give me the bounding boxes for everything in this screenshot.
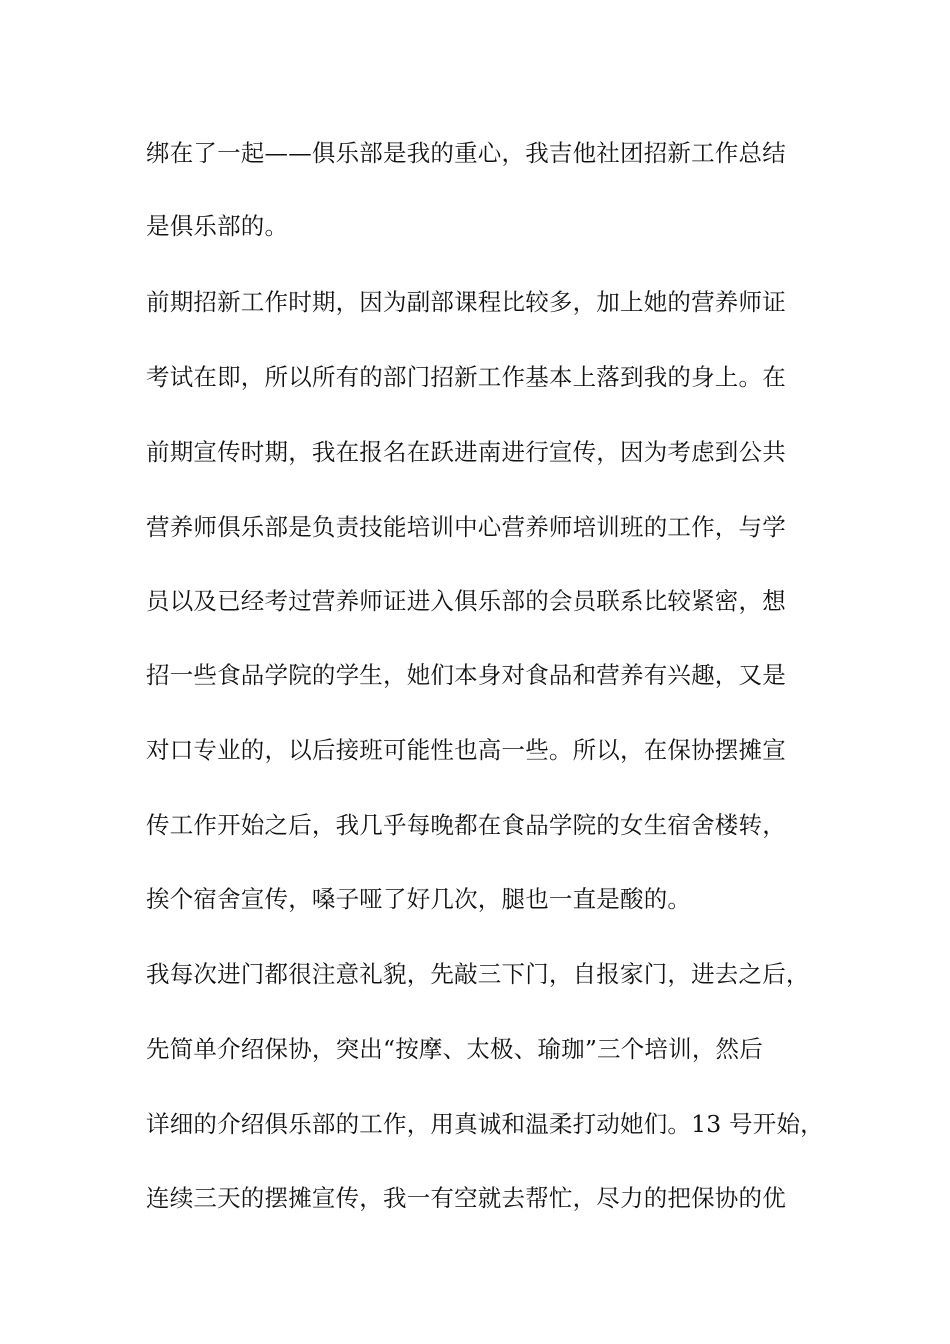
text-line-14: 详细的介绍俱乐部的工作，用真诚和温柔打动她们。13 号开始， xyxy=(146,1110,824,1138)
text-line-11: 挨个宿舍宣传，嗓子哑了好几次，腿也一直是酸的。 xyxy=(146,885,692,913)
text-line-6: 营养师俱乐部是负责技能培训中心营养师培训班的工作，与学 xyxy=(146,513,786,541)
text-line-7: 员以及已经考过营养师证进入俱乐部的会员联系比较紧密，想 xyxy=(146,587,786,615)
text-line-10: 传工作开始之后，我几乎每晚都在食品学院的女生宿舍楼转， xyxy=(146,811,786,839)
text-line-15: 连续三天的摆摊宣传，我一有空就去帮忙，尽力的把保协的优 xyxy=(146,1184,786,1212)
text-line-8: 招一些食品学院的学生，她们本身对食品和营养有兴趣，又是 xyxy=(146,661,786,689)
text-line-9: 对口专业的，以后接班可能性也高一些。所以，在保协摆摊宣 xyxy=(146,736,786,764)
text-line-4: 考试在即，所以所有的部门招新工作基本上落到我的身上。在 xyxy=(146,363,786,391)
text-line-12: 我每次进门都很注意礼貌，先敲三下门，自报家门，进去之后， xyxy=(146,960,810,988)
text-line-3: 前期招新工作时期，因为副部课程比较多，加上她的营养师证 xyxy=(146,288,786,316)
text-line-5: 前期宣传时期，我在报名在跃进南进行宣传，因为考虑到公共 xyxy=(146,438,786,466)
text-line-13: 先简单介绍保协，突出“按摩、太极、瑜珈”三个培训，然后 xyxy=(146,1035,763,1063)
text-line-1: 绑在了一起——俱乐部是我的重心，我吉他社团招新工作总结 xyxy=(146,139,786,167)
text-line-2: 是俱乐部的。 xyxy=(146,212,289,240)
